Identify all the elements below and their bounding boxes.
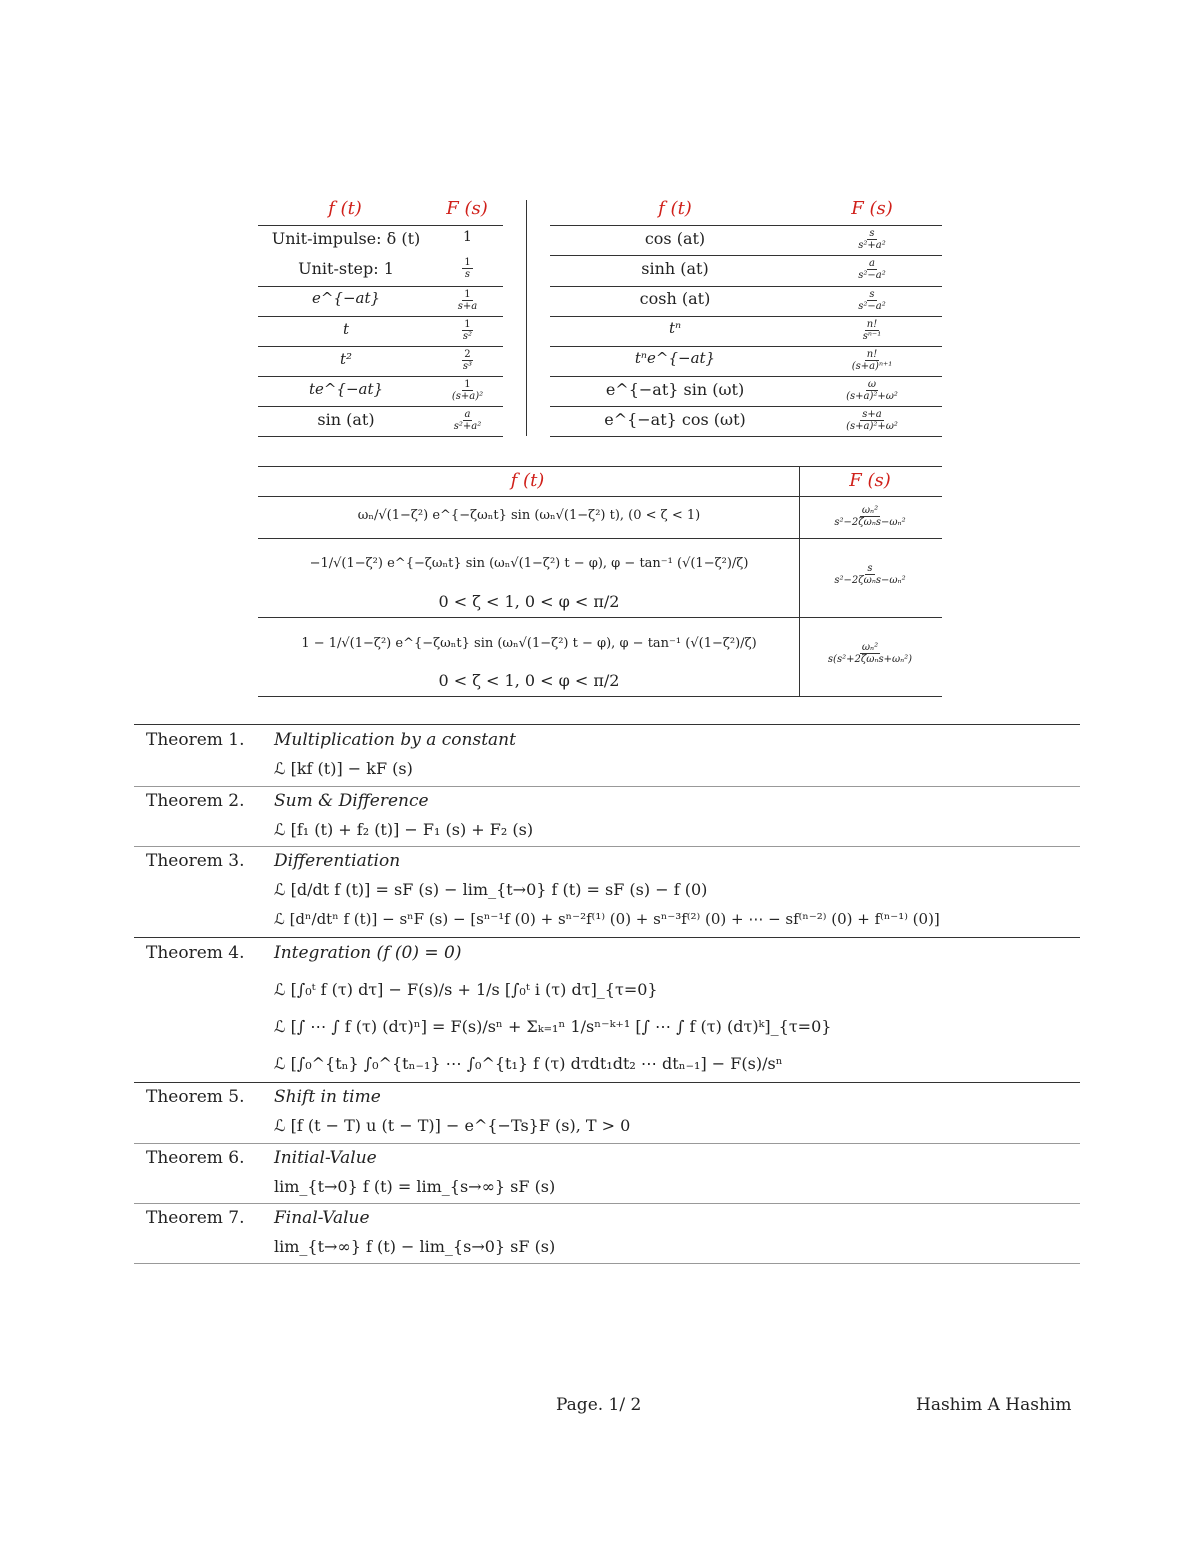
- right-row-F: $\frac{s}{\text{s²+a²}}$: [858, 228, 886, 251]
- theorem-title: Integration (f (0) = 0): [274, 943, 462, 963]
- left-row-f: sin (at): [317, 410, 375, 429]
- theorem-equation: lim_{t→∞} f (t) − lim_{s→0} sF (s): [274, 1237, 556, 1256]
- theorem-label: Theorem 5.: [146, 1087, 245, 1107]
- theorem-equation: ℒ [kf (t)] − kF (s): [274, 759, 413, 778]
- row-f-line1: −1/√(1−ζ²) e^{−ζωₙt} sin (ωₙ√(1−ζ²) t − φ), φ − tan⁻¹ (√(1−ζ²)/ζ): [309, 556, 749, 571]
- right-row-f: cos (at): [644, 229, 706, 248]
- left-row-F: 1: [463, 229, 472, 245]
- author-name: Hashim A Hashim: [916, 1395, 1072, 1415]
- theorem-equation: lim_{t→0} f (t) = lim_{s→∞} sF (s): [274, 1177, 556, 1196]
- theorem-label: Theorem 6.: [146, 1148, 245, 1168]
- rule: [134, 1203, 1080, 1204]
- theorem-label: Theorem 7.: [146, 1208, 245, 1228]
- right-header-F: F (s): [851, 198, 893, 219]
- theorem-equation: ℒ [f₁ (t) + f₂ (t)] − F₁ (s) + F₂ (s): [274, 820, 534, 839]
- rule: [258, 466, 942, 467]
- left-row-F: $\frac{1}{s+a}$: [457, 289, 478, 312]
- rule: [550, 225, 942, 226]
- rule: [258, 376, 503, 377]
- rule: [258, 286, 503, 287]
- left-row-f: t: [342, 320, 350, 338]
- theorem-label: Theorem 2.: [146, 791, 245, 811]
- left-header-F: F (s): [446, 198, 488, 219]
- rule: [550, 255, 942, 256]
- theorem-equation: ℒ [∫₀ᵗ f (τ) dτ] − F(s)/s + 1/s [∫₀ᵗ i (τ) dτ]_{τ=0}: [274, 980, 658, 999]
- row-F: $\frac{s}{\text{s²−2ζωₙs−ωₙ²}}$: [834, 563, 906, 586]
- row-f-line2: 0 < ζ < 1, 0 < φ < π/2: [438, 592, 620, 611]
- right-row-F: $\frac{a}{\text{s²−a²}}$: [858, 258, 886, 281]
- row-f-line1: ωₙ/√(1−ζ²) e^{−ζωₙt} sin (ωₙ√(1−ζ²) t), (0 < ζ < 1): [357, 508, 701, 523]
- row-f-line1: 1 − 1/√(1−ζ²) e^{−ζωₙt} sin (ωₙ√(1−ζ²) t − φ), φ − tan⁻¹ (√(1−ζ²)/ζ): [301, 636, 757, 651]
- theorem-title: Initial-Value: [274, 1148, 377, 1168]
- theorem-label: Theorem 3.: [146, 851, 245, 871]
- rule: [134, 937, 1080, 938]
- rule: [550, 436, 942, 437]
- rule: [550, 316, 942, 317]
- right-row-F: $\frac{n!}{\text{sⁿ⁻¹}}$: [862, 319, 882, 342]
- rule: [258, 406, 503, 407]
- rule: [258, 538, 942, 539]
- theorem-title: Sum & Difference: [274, 791, 429, 811]
- right-row-f: sinh (at): [641, 259, 709, 278]
- right-row-F: $\frac{n!}{\text{(s+a)ⁿ⁺¹}}$: [851, 349, 893, 372]
- right-header-f: f (t): [658, 198, 692, 219]
- left-row-f: te^{−at}: [308, 380, 384, 398]
- theorem-equation: ℒ [d/dt f (t)] = sF (s) − lim_{t→0} f (t) = sF (s) − f (0): [274, 880, 708, 899]
- theorem-equation: ℒ [∫ ⋯ ∫ f (τ) (dτ)ⁿ] = F(s)/sⁿ + Σₖ₌₁ⁿ 1/sⁿ⁻ᵏ⁺¹ [∫ ⋯ ∫ f (τ) (dτ)ᵏ]_{τ=0}: [274, 1017, 832, 1036]
- page-number: Page. 1/ 2: [556, 1395, 642, 1415]
- row-F: $\frac{\text{ωₙ²}}{\text{s(s²+2ζωₙs+ωₙ²)}}$: [827, 642, 913, 665]
- right-row-f: e^{−at} cos (ωt): [604, 410, 746, 429]
- rule: [258, 696, 942, 697]
- row-f-line2: 0 < ζ < 1, 0 < φ < π/2: [438, 671, 620, 690]
- rule: [258, 496, 942, 497]
- rule: [550, 406, 942, 407]
- theorem-equation: ℒ [∫₀^{tₙ} ∫₀^{tₙ₋₁} ⋯ ∫₀^{t₁} f (τ) dτdt₁dt₂ ⋯ dtₙ₋₁] − F(s)/sⁿ: [274, 1054, 783, 1073]
- rule: [258, 436, 503, 437]
- right-row-f: tⁿ: [668, 319, 682, 337]
- rule: [258, 316, 503, 317]
- rule: [134, 1082, 1080, 1083]
- header-f: f (t): [510, 470, 545, 491]
- theorem-label: Theorem 1.: [146, 730, 245, 750]
- theorem-label: Theorem 4.: [146, 943, 245, 963]
- left-row-F: $\frac{1}{\text{s²}}$: [462, 319, 473, 342]
- theorem-equation: ℒ [dⁿ/dtⁿ f (t)] − sⁿF (s) − [sⁿ⁻¹f (0) + sⁿ⁻²f⁽¹⁾ (0) + sⁿ⁻³f⁽²⁾ (0) + ⋯ − sf⁽ⁿ⁻²⁾ (0) + f⁽ⁿ⁻¹⁾ (0)]: [274, 910, 940, 928]
- left-header-f: f (t): [328, 198, 362, 219]
- rule: [550, 286, 942, 287]
- row-F: $\frac{\text{ωₙ²}}{\text{s²−2ζωₙs−ωₙ²}}$: [834, 505, 906, 528]
- rule: [258, 346, 503, 347]
- rule: [550, 346, 942, 347]
- theorem-title: Multiplication by a constant: [274, 730, 516, 750]
- left-row-f: t²: [339, 350, 353, 368]
- header-F: F (s): [849, 470, 891, 491]
- rule: [550, 376, 942, 377]
- rule: [258, 617, 942, 618]
- theorem-title: Shift in time: [274, 1087, 381, 1107]
- table-divider: [526, 200, 527, 436]
- rule: [134, 786, 1080, 787]
- right-row-f: tⁿe^{−at}: [634, 349, 716, 367]
- rule: [134, 846, 1080, 847]
- left-row-f: Unit-step: 1: [298, 259, 394, 278]
- rule: [134, 724, 1080, 725]
- right-row-f: cosh (at): [639, 289, 711, 308]
- left-row-f: e^{−at}: [311, 289, 381, 307]
- left-row-F: $\frac{2}{\text{s³}}$: [462, 349, 473, 372]
- theorem-title: Final-Value: [274, 1208, 370, 1228]
- left-row-f: Unit-impulse: δ (t): [271, 229, 421, 248]
- rule: [258, 225, 503, 226]
- theorem-title: Differentiation: [274, 851, 401, 871]
- right-row-F: $\frac{\omega}{\text{(s+a)²+ω²}}$: [846, 379, 898, 402]
- left-row-F: $\frac{a}{\text{s²+a²}}$: [453, 409, 482, 432]
- left-row-F: $\frac{1}{\text{(s+a)²}}$: [451, 379, 484, 402]
- rule: [134, 1143, 1080, 1144]
- left-row-F: $\frac{1}{s}$: [464, 257, 471, 280]
- right-row-F: $\frac{s+a}{\text{(s+a)²+ω²}}$: [846, 409, 898, 432]
- theorem-equation: ℒ [f (t − T) u (t − T)] − e^{−Ts}F (s), T > 0: [274, 1116, 631, 1135]
- right-row-F: $\frac{s}{\text{s²−a²}}$: [858, 289, 886, 312]
- rule: [134, 1263, 1080, 1264]
- table-divider: [799, 466, 800, 696]
- right-row-f: e^{−at} sin (ωt): [605, 380, 745, 399]
